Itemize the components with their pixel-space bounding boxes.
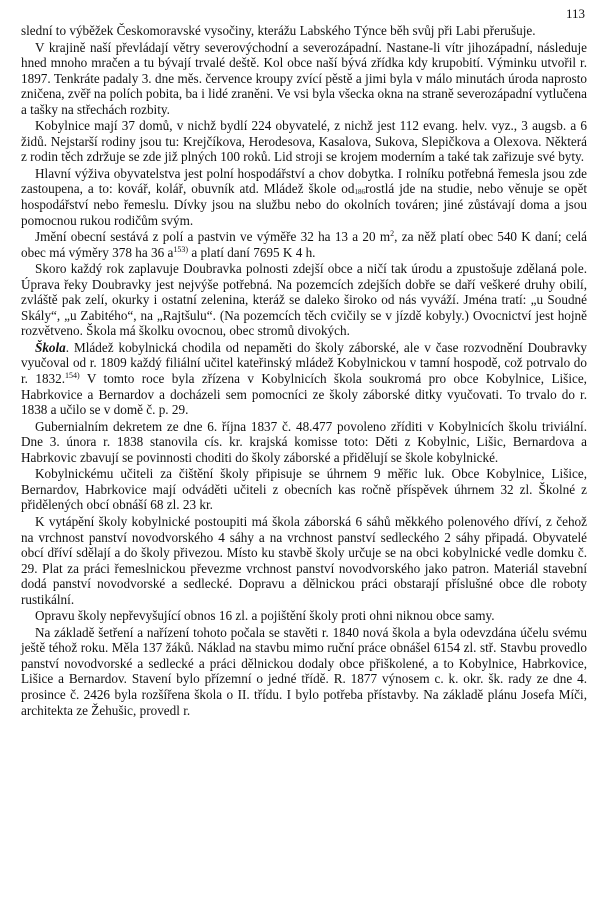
text-run: a platí daní 7695 K 4 h. [188, 244, 316, 260]
text-run: Hlavní výživa obyvatelstva jest polní hospodářství a chov dobytka. I rolníku potřebná řemesla jsou zde zastoupena, a to: kovář, kolář, obuvník atd. Mládež škole od [21, 165, 587, 197]
paragraph-p3 [21, 118, 587, 165]
text-run: Jmění obecní sestává z polí a pastvin ve výměře 32 ha 13 a 20 m [35, 229, 391, 245]
text-run: Skoro každý rok zaplavuje Doubravka polnosti zdejší obce a ničí tak úrodu a zpustošuje zdělaná pole. Úprava řeky Doubravky jest nejvýše potřebná. Na pozemcích zdejších dobře se daří veškeré druhy obilí, zvláště pak zelí, okurky i ostatní zelenina, kteráž se daleko široko od nás vyváží. Jména tratí: „u Soudné Skály“, „u Zabitého“, na „Rajtšulu“. (Na pozemcích těch cvičily se v jízdě kobyly.) Ovocnictví jest hojně rozvětveno. Škola má školku ovocnou, obec stromů divokých. [21, 261, 587, 339]
footnote-ref: 2 [390, 229, 395, 239]
paragraph-p11 [21, 608, 587, 624]
paragraph-p7 [21, 340, 587, 418]
text-run: rostlá jde na studie, nebo věnuje se opět hospodářství nebo řemeslu. Dívky jsou na službu nebo do okolních továren; jiné zůstávají doma a jsou pomocnou rukou rodičům svým. [21, 181, 587, 228]
paragraph-p6 [21, 261, 587, 339]
text-run: Na základě šetření a nařízení tohoto počala se stavěti r. 1840 nová škola a byla odevzdána účelu svému ještě téhož roku. Měla 137 žáků. Náklad na stavbu mimo ruční práce obnášel 6154 zl. stř. Stavbu provedlo panství novodvorské a sedlecké a práci dělnickou dodaly obce přiškolené, a to Kobylnice, Habrkovice, Lišice a Bernardov. Stavení bylo přízemní o jedné třídě. R. 1877 výnosem c. k. okr. šk. rady ze dne 4. prosince č. 2426 byla rozšířena škola o II. třídu. I bylo potřeba přístavby. Na základě plánu Josefa Míči, architekta ze Žehušic, provedl r. [21, 624, 587, 718]
text-run: Gubernialním dekretem ze dne 6. října 1837 č. 48.477 povoleno zříditi v Kobylnicích školu triviální. Dne 3. února r. 1838 stanovila cís. kr. krajská komisse toto: Děti z Kobylnic, Lišic, Bernardova a Habrkovic zbavují se povinnosti choditi do školy záborské a přidělují se škole kobylnické. [21, 418, 587, 465]
text-run: K vytápění školy kobylnické postoupiti má škola záborská 6 sáhů měkkého polenového dříví, z čehož na vrchnost panství novodvorského 4 sáhy a na vrchnost panství sedleckého 2 sáhy připadá. Obyvatelé obcí dříví sdělají a do školy přivezou. Místo ku stavbě školy určuje se na obci kobylnické vedle domku č. 29. Plat za práci řemeslnickou převezme vrchnost panství novodvorského jako patron. Materiál stavební dodá panství novodvorské a sedlecké. Dopravu a dělnickou práci obstarají příslušné obce dle roboty rustikální. [21, 513, 587, 607]
page-number: 113 [565, 6, 585, 21]
body-text [21, 23, 587, 718]
text-run: . Mládež kobylnická chodila od nepaměti do školy záborské, ale v čase rozvodnění Doubravky vyučoval od r. 1809 každý filiální učitel kateřinský mládež Kobylnickou v tamní hospodě, což potrvalo do r. 1832. [21, 339, 587, 387]
text-run: , za něž platí obec 540 K daní; celá obec má výměry 378 ha 36 a [21, 229, 587, 260]
paragraph-p8 [21, 419, 587, 466]
paragraph-p1 [21, 23, 587, 39]
footnote-ref: 154) [65, 371, 80, 381]
text-run: Kobylnickému učiteli za čištění školy připisuje se úhrnem 9 měřic luk. Obce Kobylnice, Lišice, Bernardov, Habrkovice mají odváděti učiteli z obecních kas ročně příspěvek úhrnem 32 zl. Školné z přidělených obcí obnáší 68 zl. 23 kr. [21, 466, 587, 513]
text-run: Opravu školy nepřevyšující obnos 16 zl. a pojištění školy proti ohni niknou obce samy. [35, 608, 495, 624]
paragraph-p4 [21, 166, 587, 228]
paragraph-p5 [21, 229, 587, 260]
section-heading: Škola [35, 339, 66, 355]
paragraph-p12 [21, 625, 587, 718]
print-artifact: 186 [354, 188, 365, 197]
paragraph-p10 [21, 514, 587, 607]
text-run: slední to výběžek Českomoravské vysočiny, kterážu Labského Týnce běh svůj při Labi přerušuje. [21, 23, 536, 38]
text-run: Kobylnice mají 37 domů, v nichž bydlí 224 obyvatelé, z nichž jest 112 evang. helv. vyz., 3 augsb. a 6 židů. Nejstarší rodiny jsou tu: Krejčíkova, Herodesova, Kasalova, Sukova, Slepičkova a Olexova. Některá z rodin těch zdržuje se zde již plných 100 roků. Lid stroji se krojem moderním a také tak zařizuje své byty. [21, 118, 587, 165]
text-run: V krajině naší převládají větry severovýchodní a severozápadní. Nastane-li vítr jihozápadní, následuje hned mnoho mračen a tu bývají trvalé deště. Kol obce naší bývá zřídka kdy krupobití. Výminku utvořil r. 1897. Tenkráte padaly 3. dne měs. července kroupy zvící pěstě a jimi byla v málo minutách úroda naprosto zničena, zvěř na polích pobita, ba i lidé zraněni. Ve vsi byla všecka okna na straně severozápadní vytlučena a tašky na střechách rozbity. [21, 39, 587, 117]
paragraph-p2 [21, 40, 587, 118]
paragraph-p9 [21, 466, 587, 513]
footnote-ref: 153) [173, 244, 189, 254]
text-run: V tomto roce byla zřízena v Kobylnicích škola soukromá pro obce Kobylnice, Lišice, Habrkovice a Bernardov a docházeli sem pomocníci ze školy záborské ditky vyučovati. To trvalo do r. 1838 a učilo se v domě č. p. 29. [21, 371, 587, 418]
